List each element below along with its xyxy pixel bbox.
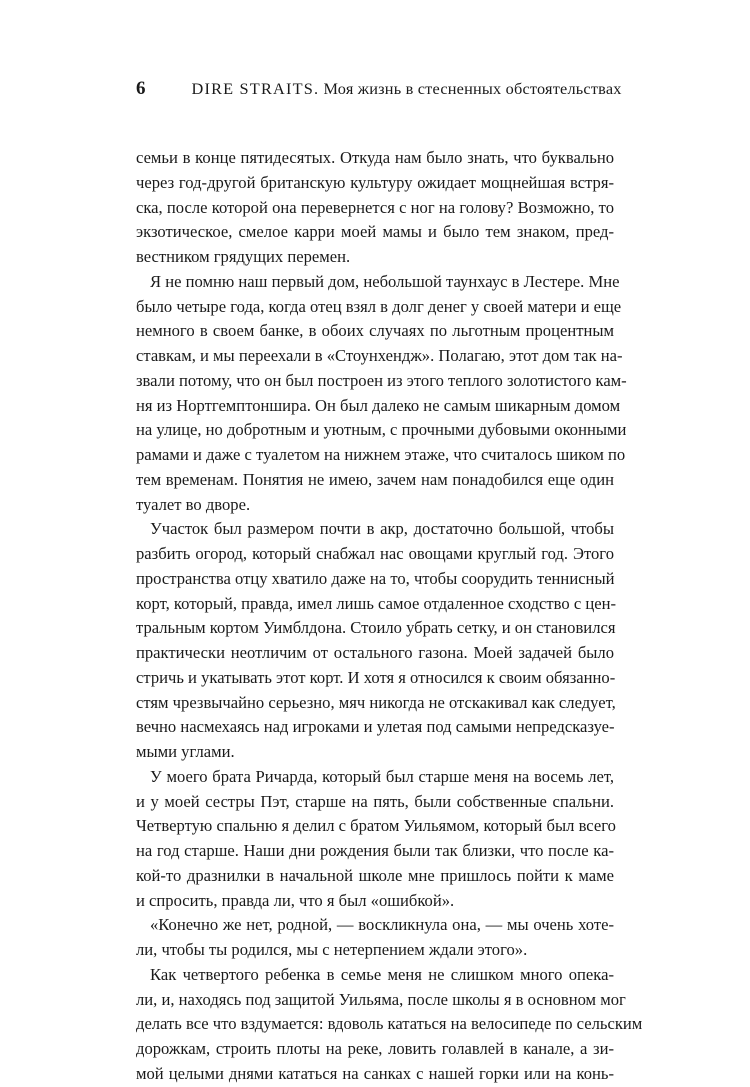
text-line: вечно насмехаясь над игроками и улетая под самыми непредсказуе- [136,717,615,737]
text-line: кой-то дразнилки в начальной школе мне пришлось пойти к маме [136,865,614,885]
body-text [136,146,643,1087]
text-line: тральным кортом Уимблдона. Стоило убрать сетку, и он становился [136,618,616,638]
text-line: и спросить, правда ли, что я был «ошибкой». [136,890,455,910]
text-line: рамами и даже с туалетом на нижнем этаже, что считалось шиком по [136,445,626,464]
text-line: на год старше. Наши дни рождения были так близки, что после ка- [136,841,614,860]
text-line: практически неотличим от остального газона. Моей задачей было [136,643,614,662]
text-line: дорожкам, строить плоты на реке, ловить голавлей в канале, а зи- [136,1039,614,1058]
text-line: «Конечно же нет, родной, — воскликнула она, — мы очень хоте- [150,915,614,935]
book-title [192,79,622,99]
text-line: ставкам, и мы переехали в «Стоунхендж». Полагаю, этот дом так на- [136,346,623,365]
text-line: пространства отцу хватило даже на то, чтобы соорудить теннисный [136,568,615,588]
text-line: туалет во дворе. [136,494,251,514]
text-line: Участок был размером почти в акр, достаточно большой, чтобы [150,519,614,539]
running-head [136,76,622,102]
text-line: делать все что вздумается: вдоволь кататься на велосипеде по сельским [136,1014,643,1034]
text-line: ня из Нортгемптоншира. Он был далеко не самым шикарным домом [136,395,621,415]
book-title-rest: Моя жизнь в стесненных обстоятельствах [319,79,622,98]
book-title-caps: DIRE STRAITS. [191,79,320,98]
text-line: разбить огород, который снабжал нас овощами круглый год. Этого [136,544,614,563]
text-line: на улице, но добротным и уютным, с прочными дубовыми оконными [136,420,627,440]
text-line: вестником грядущих перемен. [136,247,351,266]
text-line: Четвертую спальню я делил с братом Уильямом, который был всего [136,816,616,836]
text-line: стям чрезвычайно серьезно, мяч никогда не отскакивал как следует, [136,692,616,712]
text-line: ска, после которой она перевернется с ног на голову? Возможно, то [136,197,614,217]
text-line: и у моей сестры Пэт, старше на пять, были собственные спальни. [136,791,614,811]
text-line: семьи в конце пятидесятых. Откуда нам было знать, что буквально [136,148,614,167]
text-line: ли, чтобы ты родился, мы с нетерпением ждали этого». [136,940,528,959]
text-line: ли, и, находясь под защитой Уильяма, после школы я в основном мог [136,989,626,1009]
text-line: мой целыми днями кататься на санках с нашей горки или на конь- [136,1063,614,1083]
page-number: 6 [136,78,146,99]
text-line: через год-другой британскую культуру ожидает мощнейшая встря- [136,172,614,192]
text-line: тем временам. Понятия не имею, зачем нам понадобился еще один [136,469,614,489]
text-line: Как четвертого ребенка в семье меня не слишком много опека- [150,964,614,984]
text-line: У моего брата Ричарда, который был старше меня на восемь лет, [150,766,614,786]
text-line: было четыре года, когда отец взял в долг денег у своей матери и еще [136,296,622,316]
text-line: звали потому, что он был построен из этого теплого золотистого кам- [136,370,627,390]
text-line: Я не помню наш первый дом, небольшой таунхаус в Лестере. Мне [150,271,620,291]
text-line: стричь и укатывать этот корт. И хотя я относился к своим обязанно- [136,667,616,687]
text-line: корт, который, правда, имел лишь самое отдаленное сходство с цен- [136,593,616,613]
text-line: немного в своем банке, в обоих случаях по льготным процентным [136,321,614,341]
text-line: мыми углами. [136,742,235,761]
text-line: экзотическое, смелое карри моей мамы и было тем знаком, пред- [136,222,614,242]
